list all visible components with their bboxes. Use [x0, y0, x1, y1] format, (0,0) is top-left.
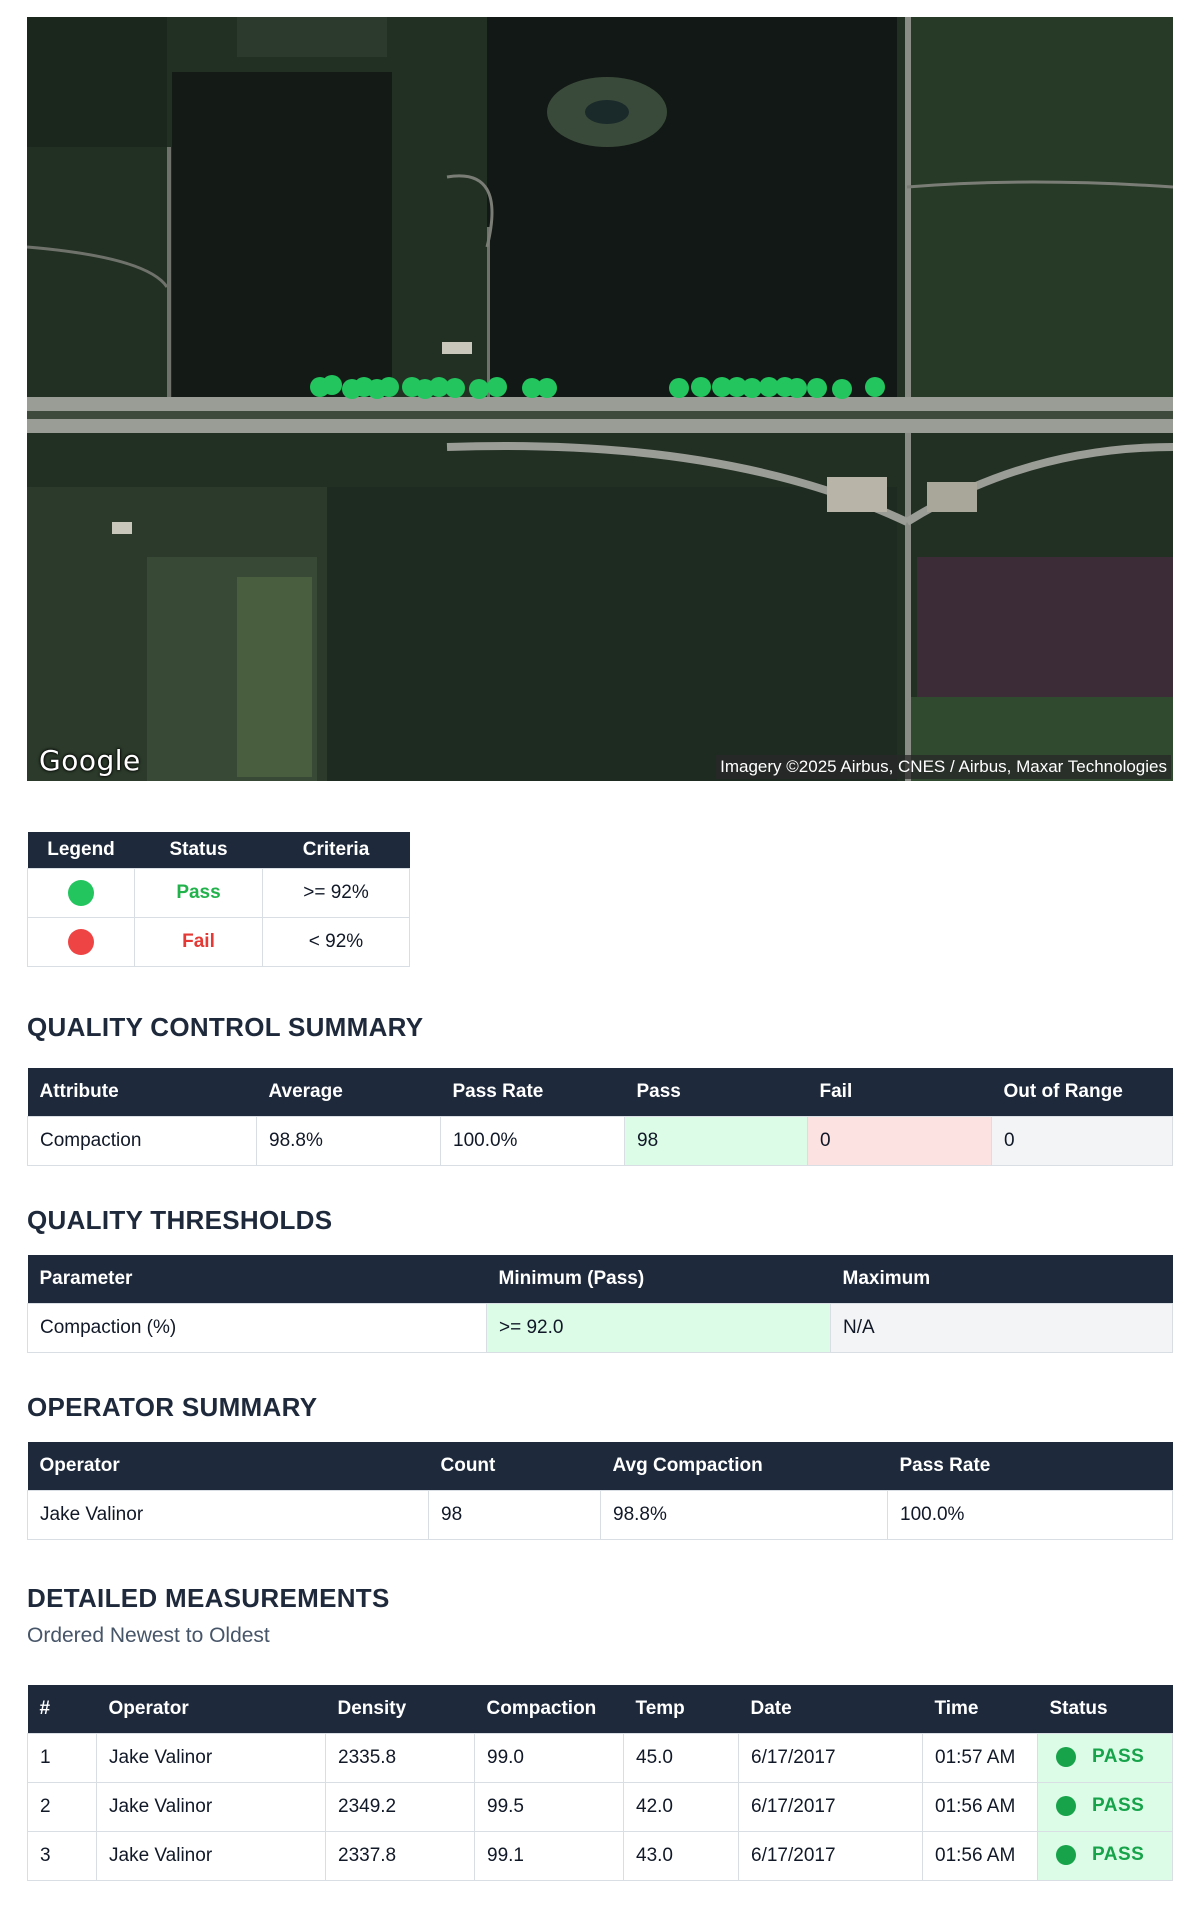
dm-header-density: Density — [326, 1685, 475, 1733]
dm-status-cell — [1038, 1733, 1173, 1782]
qc-attribute: Compaction — [28, 1116, 257, 1165]
dm-temp: 45.0 — [624, 1733, 739, 1782]
dm-operator: Jake Valinor — [97, 1733, 326, 1782]
dm-compaction: 99.1 — [475, 1831, 624, 1880]
dm-header-status: Status — [1038, 1685, 1173, 1733]
qc-pass-count: 98 — [625, 1116, 808, 1165]
op-header-avg-compaction: Avg Compaction — [601, 1442, 888, 1490]
qt-maximum: N/A — [831, 1303, 1173, 1352]
op-header-count: Count — [429, 1442, 601, 1490]
op-count: 98 — [429, 1490, 601, 1539]
dm-compaction: 99.0 — [475, 1733, 624, 1782]
dm-density: 2349.2 — [326, 1782, 475, 1831]
status-dot-icon — [1056, 1796, 1076, 1816]
red-dot-icon — [68, 929, 94, 955]
green-dot-icon — [68, 880, 94, 906]
table-row — [28, 1733, 1173, 1782]
dm-header-compaction: Compaction — [475, 1685, 624, 1733]
dm-header-date: Date — [739, 1685, 923, 1733]
detailed-measurements-table — [27, 1685, 1173, 1881]
table-row — [28, 1490, 1173, 1539]
satellite-imagery — [27, 17, 1173, 781]
qc-pass-rate: 100.0% — [441, 1116, 625, 1165]
legend-criteria-pass: >= 92% — [263, 868, 410, 917]
dm-temp: 43.0 — [624, 1831, 739, 1880]
dm-number: 2 — [28, 1782, 97, 1831]
dm-operator: Jake Valinor — [97, 1831, 326, 1880]
map-attribution[interactable]: Imagery ©2025 Airbus, CNES / Airbus, Maxar Technologies — [716, 755, 1171, 779]
legend-status-pass: Pass — [135, 868, 263, 917]
quality-thresholds-title: QUALITY THRESHOLDS — [27, 1205, 333, 1235]
dm-date: 6/17/2017 — [739, 1733, 923, 1782]
qc-header-out-of-range: Out of Range — [992, 1068, 1173, 1116]
status-dot-icon — [1056, 1747, 1076, 1767]
qt-minimum: >= 92.0 — [487, 1303, 831, 1352]
legend-table — [27, 832, 410, 967]
qc-out-of-range: 0 — [992, 1116, 1173, 1165]
dm-status: PASS — [1092, 1746, 1145, 1768]
status-header: Status — [135, 832, 263, 868]
table-row — [28, 1782, 1173, 1831]
table-row — [28, 1831, 1173, 1880]
table-row — [28, 1116, 1173, 1165]
dm-header-temp: Temp — [624, 1685, 739, 1733]
dm-density: 2335.8 — [326, 1733, 475, 1782]
qt-header-maximum: Maximum — [831, 1255, 1173, 1303]
op-header-operator: Operator — [28, 1442, 429, 1490]
dm-date: 6/17/2017 — [739, 1782, 923, 1831]
dm-header-number: # — [28, 1685, 97, 1733]
qt-header-minimum: Minimum (Pass) — [487, 1255, 831, 1303]
detailed-measurements-subtitle: Ordered Newest to Oldest — [27, 1624, 270, 1647]
dm-operator: Jake Valinor — [97, 1782, 326, 1831]
legend-row-fail — [28, 917, 410, 966]
dm-header-time: Time — [923, 1685, 1038, 1733]
dm-header-operator: Operator — [97, 1685, 326, 1733]
op-avg-compaction: 98.8% — [601, 1490, 888, 1539]
dm-number: 1 — [28, 1733, 97, 1782]
dm-status-cell — [1038, 1831, 1173, 1880]
operator-summary-title: OPERATOR SUMMARY — [27, 1392, 318, 1422]
dm-time: 01:56 AM — [923, 1831, 1038, 1880]
op-operator: Jake Valinor — [28, 1490, 429, 1539]
table-row — [28, 1303, 1173, 1352]
qc-header-attribute: Attribute — [28, 1068, 257, 1116]
qc-header-fail: Fail — [808, 1068, 992, 1116]
legend-status-fail: Fail — [135, 917, 263, 966]
quality-control-title: QUALITY CONTROL SUMMARY — [27, 1012, 424, 1042]
dm-status: PASS — [1092, 1844, 1145, 1866]
op-header-pass-rate: Pass Rate — [888, 1442, 1173, 1490]
dm-date: 6/17/2017 — [739, 1831, 923, 1880]
dm-time: 01:57 AM — [923, 1733, 1038, 1782]
qc-average: 98.8% — [257, 1116, 441, 1165]
legend-header: Legend — [28, 832, 135, 868]
dm-compaction: 99.5 — [475, 1782, 624, 1831]
qc-fail-count: 0 — [808, 1116, 992, 1165]
detailed-measurements-title: DETAILED MEASUREMENTS — [27, 1583, 390, 1613]
op-pass-rate: 100.0% — [888, 1490, 1173, 1539]
satellite-map[interactable] — [27, 17, 1173, 781]
dm-temp: 42.0 — [624, 1782, 739, 1831]
dm-status: PASS — [1092, 1795, 1145, 1817]
dm-time: 01:56 AM — [923, 1782, 1038, 1831]
status-dot-icon — [1056, 1845, 1076, 1865]
criteria-header: Criteria — [263, 832, 410, 868]
quality-thresholds-table — [27, 1255, 1173, 1353]
dm-status-cell — [1038, 1782, 1173, 1831]
qc-header-pass: Pass — [625, 1068, 808, 1116]
qc-header-pass-rate: Pass Rate — [441, 1068, 625, 1116]
quality-control-table — [27, 1068, 1173, 1166]
qc-header-average: Average — [257, 1068, 441, 1116]
qt-parameter: Compaction (%) — [28, 1303, 487, 1352]
legend-criteria-fail: < 92% — [263, 917, 410, 966]
dm-density: 2337.8 — [326, 1831, 475, 1880]
dm-number: 3 — [28, 1831, 97, 1880]
qt-header-parameter: Parameter — [28, 1255, 487, 1303]
google-logo[interactable]: Google — [39, 744, 141, 777]
legend-row-pass — [28, 868, 410, 917]
operator-summary-table — [27, 1442, 1173, 1540]
